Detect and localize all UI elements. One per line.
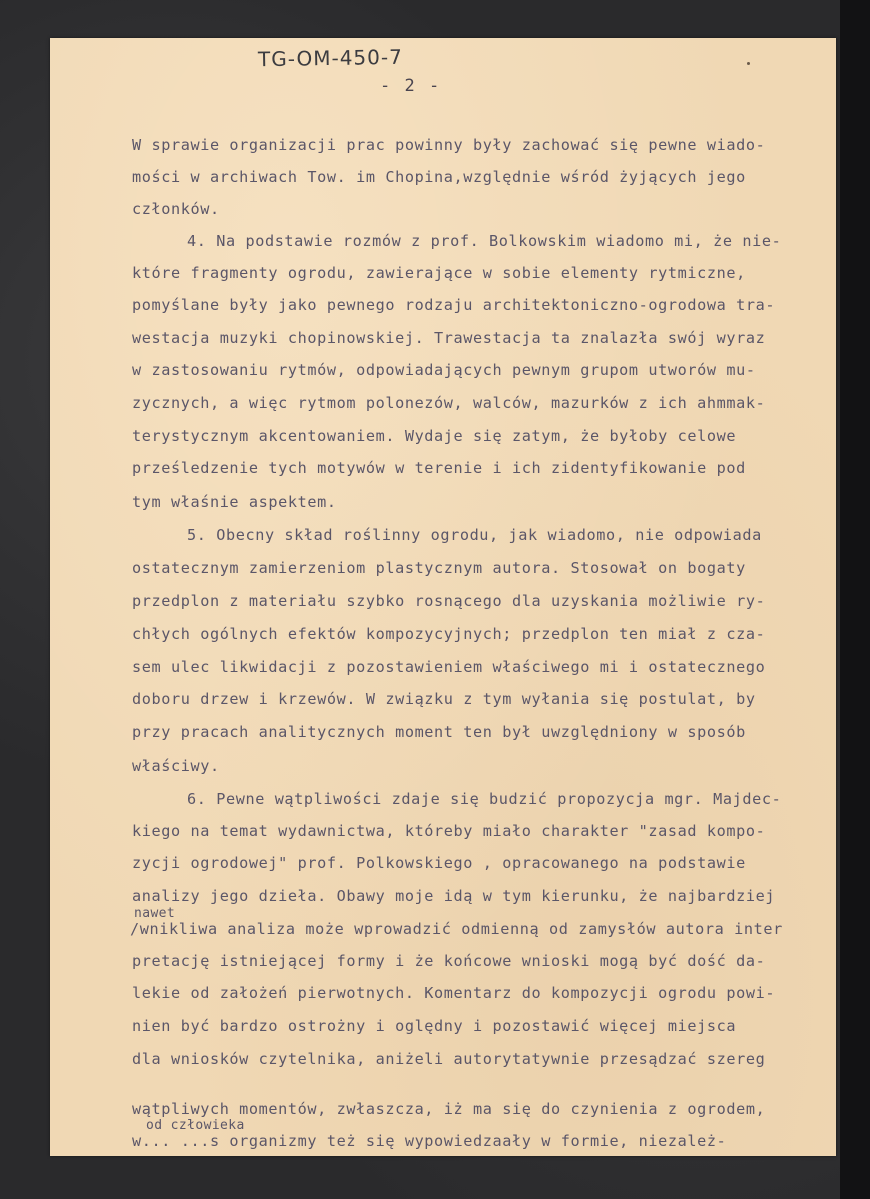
insertion-nawet: nawet — [134, 906, 176, 921]
text-line: przy pracach analitycznych moment ten był uwzględniony w sposób — [132, 723, 746, 741]
text-line: w zastosowaniu rytmów, odpowiadających pewnym grupom utworów mu- — [132, 361, 756, 379]
text-line: prześledzenie tych motywów w terenie i ich zidentyfikowanie pod — [132, 459, 746, 477]
text-line: w... ...s organizmy też się wypowiedzaały w formie, niezależ- — [132, 1132, 727, 1150]
text-line: ostatecznym zamierzeniom plastycznym autora. Stosował on bogaty — [132, 559, 746, 577]
text-line: które fragmenty ogrodu, zawierające w sobie elementy rytmiczne, — [132, 264, 746, 282]
text-line: /wnikliwa analiza może wprowadzić odmienną od zamysłów autora inter — [130, 920, 783, 938]
typewritten-page — [50, 38, 836, 1156]
text-line: wątpliwych momentów, zwłaszcza, iż ma się do czynienia z ogrodem, — [132, 1100, 766, 1118]
text-line: chłych ogólnych efektów kompozycyjnych; przedplon ten miał z cza- — [132, 625, 766, 643]
text-line: tym właśnie aspektem. — [132, 493, 337, 511]
paper-speck — [747, 62, 750, 65]
handwritten-reference: TG-OM-450-7 — [257, 44, 404, 72]
text-line: pretację istniejącej formy i że końcowe wnioski mogą być dość da- — [132, 952, 766, 970]
text-line: dla wniosków czytelnika, aniżeli autorytatywnie przesądzać szereg — [132, 1050, 766, 1068]
text-line: nien być bardzo ostrożny i oględny i pozostawić więcej miejsca — [132, 1017, 737, 1035]
text-line: kiego na temat wydawnictwa, któreby miało charakter "zasad kompo- — [132, 822, 766, 840]
text-line: lekie od założeń pierwotnych. Komentarz do kompozycji ogrodu powi- — [132, 984, 776, 1002]
text-line: właściwy. — [132, 757, 220, 775]
text-line: zycji ogrodowej" prof. Polkowskiego , opracowanego na podstawie — [132, 854, 746, 872]
page-number: - 2 - — [380, 76, 442, 96]
text-line: członków. — [132, 200, 220, 218]
text-line: przedplon z materiału szybko rosnącego dla uzyskania możliwie ry- — [132, 592, 766, 610]
text-line: analizy jego dzieła. Obawy moje idą w tym kierunku, że najbardziej — [132, 887, 776, 905]
text-line: 4. Na podstawie rozmów z prof. Bolkowskim wiadomo mi, że nie- — [187, 232, 782, 250]
text-line: 6. Pewne wątpliwości zdaje się budzić propozycja mgr. Majdec- — [187, 790, 782, 808]
dark-edge-strip — [840, 0, 870, 1199]
text-line: doboru drzew i krzewów. W związku z tym wyłania się postulat, by — [132, 690, 756, 708]
text-line: pomyślane były jako pewnego rodzaju architektoniczno-ogrodowa tra- — [132, 296, 776, 314]
text-line: westacja muzyki chopinowskiej. Trawestacja ta znalazła swój wyraz — [132, 329, 766, 347]
text-line: terystycznym akcentowaniem. Wydaje się zatym, że byłoby celowe — [132, 427, 737, 445]
text-line: 5. Obecny skład roślinny ogrodu, jak wiadomo, nie odpowiada — [187, 526, 762, 544]
insertion-od-czlowieka: od człowieka — [146, 1118, 245, 1133]
text-line: mości w archiwach Tow. im Chopina,względnie wśród żyjących jego — [132, 168, 746, 186]
text-line: sem ulec likwidacji z pozostawieniem właściwego mi i ostatecznego — [132, 658, 766, 676]
text-line: W sprawie organizacji prac powinny były zachować się pewne wiado- — [132, 136, 766, 154]
text-line: zycznych, a więc rytmom polonezów, walców, mazurków z ich ahmmak- — [132, 394, 766, 412]
